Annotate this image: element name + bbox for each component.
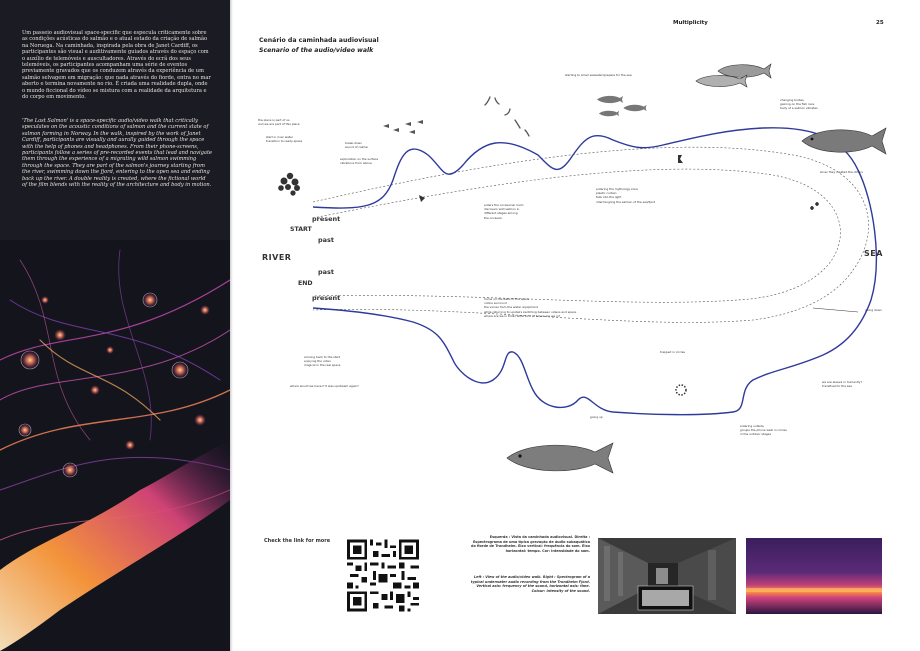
small-fish-icons [383,120,423,134]
label-present-top: present [312,215,341,223]
label-past-bottom: past [318,268,335,276]
intro-text-portuguese: Um passeio audiovisual space-specific que especula criticamente sobre as condições acústicas do salmão e o atual estado da criação de salmão na Noruega. Na caminhada, inspirada pela obra de Janet Cardiff, os participantes são visual e auditivamente guiados através do espaço com o auxílio de telemóveis e auscultadores. Através do ecrã dos seus telemóveis, os participantes acompanham uma série de eventos previamente gravados que os conduzem através da experiência de um salmão selvagem em migração: que nada através do fiorde, entra no mar aberto e termina novamente no rio. É criada uma realidade dupla, onde o mundo ficcional do vídeo se mistura com a realidade da arquitetura e do corpo em movimento. [22,30,211,101]
note-start-river: start in river water transition to ready-space [266,135,303,144]
caption-english: Left : View of the audio/video walk. Right : Spectrogram of a typical underwater audio recording from the Trondheim Fjord. Vertical axis: frequency of the sound, horizontal axis: time. Colour: intensity of the sound. [470,575,590,593]
label-present-bottom: present [312,294,341,302]
walk-view-photo [598,538,736,614]
label-river: RIVER [262,253,292,262]
salmon-illustration-top-2 [694,73,748,89]
running-header: Multiplicity [673,20,708,26]
title-portuguese: Cenário da caminhada audiovisual [259,37,379,44]
caption-portuguese: Esquerda : Vista da caminhada audiovisual. Direita : Espectrograma de uma típica gravação de áudio subaquática do fiorde de Trondheim. Eixo vertical: frequência do som. Eixo horizontal: tempo. Cor: intensidade do som. [471,535,590,553]
note-entering-outside: entering outside groups the phone walk in circles in the outdoor stages [740,424,787,437]
salmon-small-1 [596,95,624,104]
fish-school-icon [278,173,300,196]
note-occasional-room: enters the occasional room discovers wild salmon in different stages among the occasion [484,203,524,220]
qr-label: Check the link for more [264,538,331,544]
footprints-icon [810,202,819,210]
title-english: Scenario of the audio/video walk [259,47,374,54]
circle-walk-icon [676,385,686,395]
left-page [0,0,230,651]
note-changing-bodies: changing bodies gaining on the fish race body of a salmon vibrates [780,98,818,111]
note-break-down: break-down sound of calmer [345,141,369,150]
dashed-route-inner [313,169,840,302]
salmon-illustration-bottom [505,440,615,476]
dashed-route-outer [313,147,869,322]
intro-text-english: 'The Last Salmon' is a space-specific audio/video walk that critically speculates on the acoustic conditions of salmon and the current state of salmon farming in Norway. In the walk, inspired by the work of Janet Cardiff, participants are visually and aurally guided through the space with the help of phones and headphones. From their phone-screens, participants follow a series of pre-recorded events that lead and navigate them through the experience of a migrating wild salmon swimming through the space. They are part of the salmon's journey starting from the river, swimming down the fjord, entering to the open sea and ending back up the river. A double reality is created, where the fictional world of the film blends with the reality of the architecture and body in motion. [22,118,213,189]
note-mythology-zone: entering the mythology zone plastic curtain falls into the light intermingling the salmon of the sea/fjord [596,187,656,204]
note-exploration-surface: exploration on the surface vibrations from above [340,157,379,166]
note-upstream-again: where would we have if it was upstream again? [290,384,359,388]
label-end: END [298,280,313,287]
shoe-icon [419,195,425,202]
note-humanity: we are aleeva in humanity? transfixed to the sea [822,380,863,389]
label-sea: SEA [864,249,883,258]
page-number: 25 [876,20,884,26]
label-past-top: past [318,236,335,244]
salmon-illustration-right [800,125,888,157]
note-walls-of-space: home on the walls of the space notice surround the voices from the water equipment while returning to upstairs switching between videos and space where are we in time? what kind of future are we in? [484,297,577,318]
walk-path [313,128,876,415]
note-trapped-circles: trapped in circles [660,350,686,354]
note-silver: silver they created the others [820,170,863,174]
salmon-small-2 [622,104,648,112]
label-start: START [290,226,312,233]
note-going-up: going up [590,415,603,419]
note-starting-smell: starting to smell seawater/prepare for the sea [565,73,632,77]
note-going-down: going down [865,308,882,312]
spectrogram-image [746,538,882,614]
note-place-part-of-us: the place is part of us and we are part of this place [258,118,300,127]
salmon-small-3 [598,110,620,117]
note-arriving-back: arriving back to the start enjoying the video magical in the real space [304,355,341,368]
drifting-fish-icons [485,97,529,136]
salmon-migration-light-art [0,240,230,651]
qr-code[interactable] [347,538,419,613]
person-icon [678,155,683,163]
